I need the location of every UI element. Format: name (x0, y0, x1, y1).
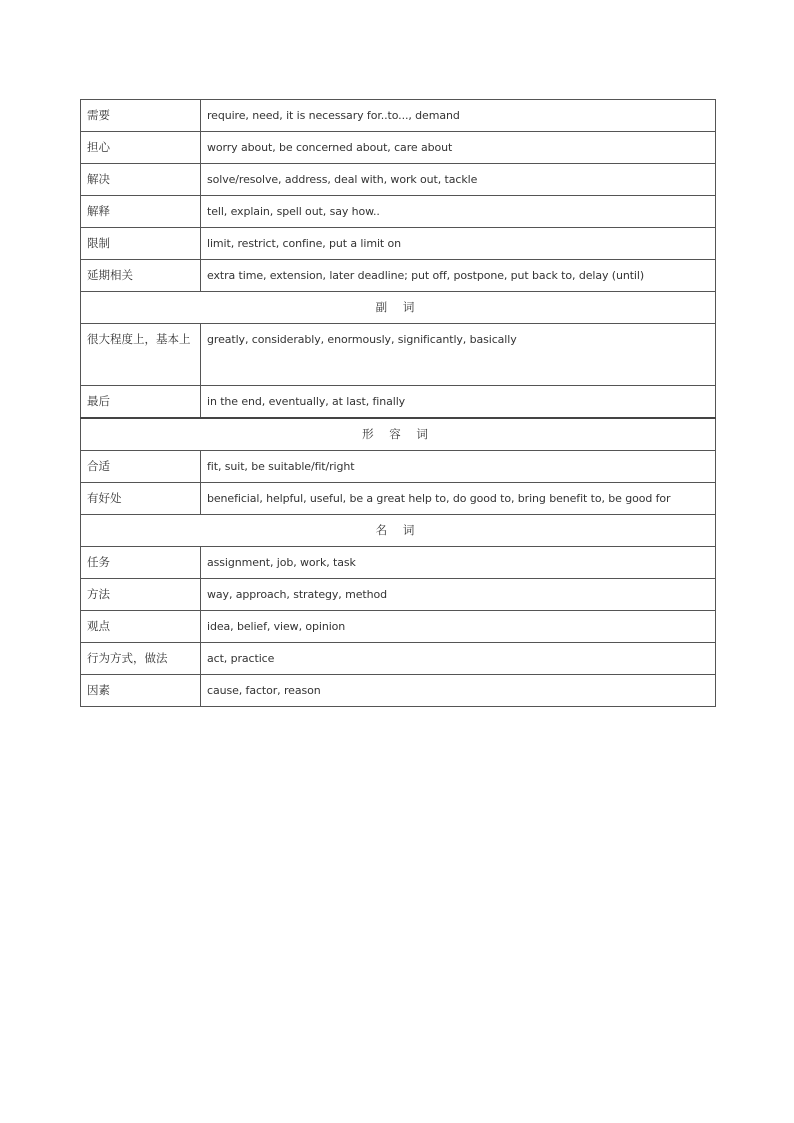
table-row (81, 579, 716, 611)
english-equivalents: tell, explain, spell out, say how.. (201, 196, 716, 228)
table-row (81, 547, 716, 579)
section-label: 名 词 (81, 515, 716, 547)
vocabulary-table (80, 99, 716, 707)
english-equivalents: assignment, job, work, task (201, 547, 716, 579)
section-header-adverbs (81, 292, 716, 324)
chinese-term: 有好处 (81, 483, 201, 515)
chinese-term: 很大程度上，基本上 (81, 324, 201, 386)
table-row (81, 100, 716, 132)
english-equivalents: way, approach, strategy, method (201, 579, 716, 611)
english-equivalents: require, need, it is necessary for..to..., demand (201, 100, 716, 132)
chinese-term: 解释 (81, 196, 201, 228)
chinese-term: 观点 (81, 611, 201, 643)
section-header-nouns (81, 515, 716, 547)
chinese-term: 延期相关 (81, 260, 201, 292)
table-row (81, 386, 716, 419)
english-equivalents: act, practice (201, 643, 716, 675)
english-equivalents: beneficial, helpful, useful, be a great help to, do good to, bring benefit to, be good for (201, 483, 716, 515)
chinese-term: 方法 (81, 579, 201, 611)
table-row (81, 196, 716, 228)
english-equivalents: extra time, extension, later deadline; put off, postpone, put back to, delay (until) (201, 260, 716, 292)
english-equivalents: solve/resolve, address, deal with, work out, tackle (201, 164, 716, 196)
table-row (81, 643, 716, 675)
chinese-term: 限制 (81, 228, 201, 260)
chinese-term: 担心 (81, 132, 201, 164)
table-row (81, 228, 716, 260)
section-header-adjectives (81, 418, 716, 451)
table-row (81, 260, 716, 292)
english-equivalents: idea, belief, view, opinion (201, 611, 716, 643)
english-equivalents: greatly, considerably, enormously, significantly, basically (201, 324, 716, 386)
english-equivalents: fit, suit, be suitable/fit/right (201, 451, 716, 483)
chinese-term: 最后 (81, 386, 201, 419)
table-row (81, 611, 716, 643)
chinese-term: 解决 (81, 164, 201, 196)
chinese-term: 因素 (81, 675, 201, 707)
chinese-term: 任务 (81, 547, 201, 579)
table-row (81, 483, 716, 515)
english-equivalents: cause, factor, reason (201, 675, 716, 707)
table-row (81, 324, 716, 386)
section-label: 形 容 词 (81, 418, 716, 451)
table-row (81, 164, 716, 196)
table-row (81, 451, 716, 483)
section-label: 副 词 (81, 292, 716, 324)
chinese-term: 需要 (81, 100, 201, 132)
table-row (81, 132, 716, 164)
table-row (81, 675, 716, 707)
chinese-term: 行为方式，做法 (81, 643, 201, 675)
english-equivalents: limit, restrict, confine, put a limit on (201, 228, 716, 260)
chinese-term: 合适 (81, 451, 201, 483)
english-equivalents: in the end, eventually, at last, finally (201, 386, 716, 419)
english-equivalents: worry about, be concerned about, care about (201, 132, 716, 164)
